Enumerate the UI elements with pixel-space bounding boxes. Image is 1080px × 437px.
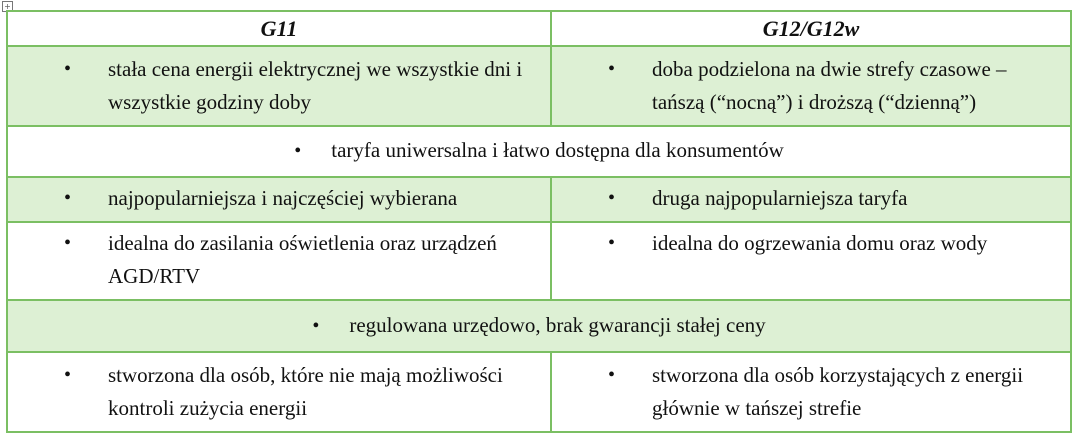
cell-right: • doba podzielona na dwie strefy czasowe – tańszą (“nocną”) i droższą (“dzienną”) [551,46,1071,126]
cell-full: • taryfa uniwersalna i łatwo dostępna dla konsumentów [7,126,1071,177]
header-g11: G11 [7,11,551,46]
bullet-icon: • [608,364,616,386]
cell-left: • idealna do zasilania oświetlenia oraz urządzeń AGD/RTV [7,222,551,300]
header-row [7,11,1071,46]
cell-right: • idealna do ogrzewania domu oraz wody [551,222,1071,300]
bullet-icon: • [64,364,72,386]
bullet-icon: • [64,232,72,254]
cell-left: • stworzona dla osób, które nie mają możliwości kontroli zużycia energii [7,352,551,432]
cell-full: • regulowana urzędowo, brak gwarancji stałej ceny [7,300,1071,352]
tariff-comparison-table [6,10,1072,433]
bullet-icon: • [64,187,72,209]
table-move-handle-icon[interactable]: + [2,1,13,12]
cell-right: • druga najpopularniejsza taryfa [551,177,1071,222]
bullet-icon: • [608,58,616,80]
bullet-icon: • [64,58,72,80]
table-row [7,126,1071,177]
cell-left: • stała cena energii elektrycznej we wszystkie dni i wszystkie godziny doby [7,46,551,126]
bullet-icon: • [608,232,616,254]
table-row [7,46,1071,126]
bullet-icon: • [312,315,320,337]
table-row [7,352,1071,432]
cell-left: • najpopularniejsza i najczęściej wybierana [7,177,551,222]
bullet-icon: • [608,187,616,209]
table-row [7,177,1071,222]
bullet-icon: • [294,140,302,162]
cell-right: • stworzona dla osób korzystających z energii głównie w tańszej strefie [551,352,1071,432]
table-row [7,300,1071,352]
table-row [7,222,1071,300]
header-g12: G12/G12w [551,11,1071,46]
